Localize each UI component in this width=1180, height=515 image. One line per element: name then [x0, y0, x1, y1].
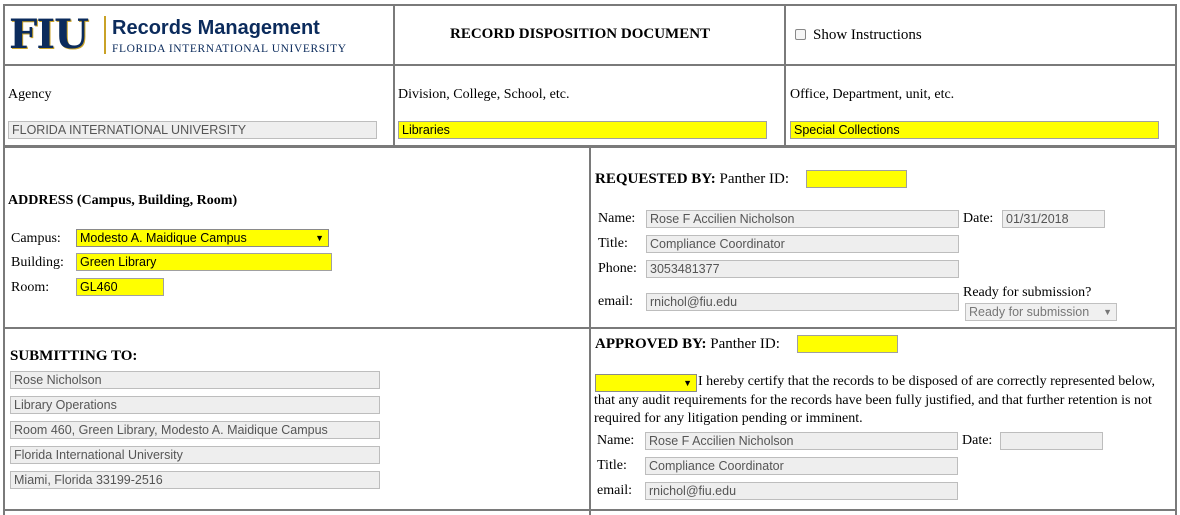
row1-divider: [3, 64, 1177, 66]
approved-by-title: APPROVED BY:: [595, 336, 707, 352]
logo-subtitle: FLORIDA INTERNATIONAL UNIVERSITY: [112, 43, 347, 55]
address-heading: ADDRESS (Campus, Building, Room): [8, 193, 238, 208]
building-label: Building:: [11, 255, 64, 270]
campus-select[interactable]: [76, 229, 329, 247]
requested-date-field[interactable]: 01/31/2018: [1002, 210, 1105, 228]
chevron-down-icon: ▼: [683, 378, 692, 388]
approved-email-field[interactable]: rnichol@fiu.edu: [645, 482, 958, 500]
campus-label: Campus:: [11, 231, 61, 246]
approved-title-label: Title:: [597, 458, 627, 473]
requested-phone-field[interactable]: 3053481377: [646, 260, 959, 278]
show-instructions-label[interactable]: Show Instructions: [813, 27, 922, 43]
col-divider-2: [784, 4, 786, 147]
requested-by-title: REQUESTED BY:: [595, 171, 716, 187]
frame-top: [3, 4, 1177, 6]
agency-field[interactable]: FLORIDA INTERNATIONAL UNIVERSITY: [8, 121, 377, 139]
requested-email-label: email:: [598, 294, 633, 309]
ready-for-submission-label: Ready for submission?: [963, 285, 1092, 300]
office-label: Office, Department, unit, etc.: [790, 87, 955, 102]
requested-email-field[interactable]: rnichol@fiu.edu: [646, 293, 959, 311]
approved-email-label: email:: [597, 483, 632, 498]
division-label: Division, College, School, etc.: [398, 87, 570, 102]
requested-name-field[interactable]: Rose F Accilien Nicholson: [646, 210, 959, 228]
chevron-down-icon: ▼: [1103, 307, 1112, 317]
frame-left: [3, 4, 5, 515]
approved-date-label: Date:: [962, 433, 993, 448]
approved-name-field[interactable]: Rose F Accilien Nicholson: [645, 432, 958, 450]
submitting-to-heading: SUBMITTING TO:: [10, 348, 138, 364]
approved-panther-label: Panther ID:: [710, 336, 780, 352]
campus-select-value: Modesto A. Maidique Campus: [80, 231, 247, 245]
submitting-line-room[interactable]: Room 460, Green Library, Modesto A. Maidique Campus: [10, 421, 380, 439]
show-instructions-checkbox[interactable]: [795, 29, 806, 40]
office-field[interactable]: Special Collections: [790, 121, 1159, 139]
approved-by-heading: [595, 336, 780, 353]
room-label: Room:: [11, 280, 50, 295]
ready-for-submission-select[interactable]: [965, 303, 1117, 321]
approved-panther-id-field[interactable]: [797, 335, 898, 353]
submitting-line-university[interactable]: Florida International University: [10, 446, 380, 464]
agency-label: Agency: [8, 87, 52, 102]
document-title: RECORD DISPOSITION DOCUMENT: [450, 26, 711, 42]
submitting-line-name[interactable]: Rose Nicholson: [10, 371, 380, 389]
requested-panther-label: Panther ID:: [719, 171, 790, 187]
fiu-logo-mark: FIU: [9, 11, 88, 58]
ready-select-value: Ready for submission: [969, 305, 1090, 319]
certification-statement: I hereby certify that the records to be disposed of are correctly represented below, that any audit requirements for the records have been fully justified, and that further retention is not required for any litigation pending or imminent.: [594, 374, 1156, 426]
approved-title-field[interactable]: Compliance Coordinator: [645, 457, 958, 475]
frame-right: [1175, 4, 1177, 515]
requested-date-label: Date:: [963, 211, 994, 226]
division-field[interactable]: Libraries: [398, 121, 767, 139]
fiu-logo-divider: [104, 16, 106, 54]
col-divider-mid: [589, 147, 591, 515]
approved-name-label: Name:: [597, 433, 635, 448]
approved-date-field[interactable]: [1000, 432, 1103, 450]
requested-by-heading: [595, 171, 789, 188]
room-field[interactable]: GL460: [76, 278, 164, 296]
submitting-line-department[interactable]: Library Operations: [10, 396, 380, 414]
submitting-line-city[interactable]: Miami, Florida 33199-2516: [10, 471, 380, 489]
col-divider-1: [393, 4, 395, 147]
certification-text: [594, 373, 1160, 429]
building-field[interactable]: Green Library: [76, 253, 332, 271]
requested-phone-label: Phone:: [598, 261, 637, 276]
requested-name-label: Name:: [598, 211, 636, 226]
logo-title: Records Management: [112, 17, 320, 39]
chevron-down-icon: ▼: [315, 233, 324, 243]
requested-panther-id-field[interactable]: [806, 170, 907, 188]
requested-title-label: Title:: [598, 236, 628, 251]
requested-title-field[interactable]: Compliance Coordinator: [646, 235, 959, 253]
